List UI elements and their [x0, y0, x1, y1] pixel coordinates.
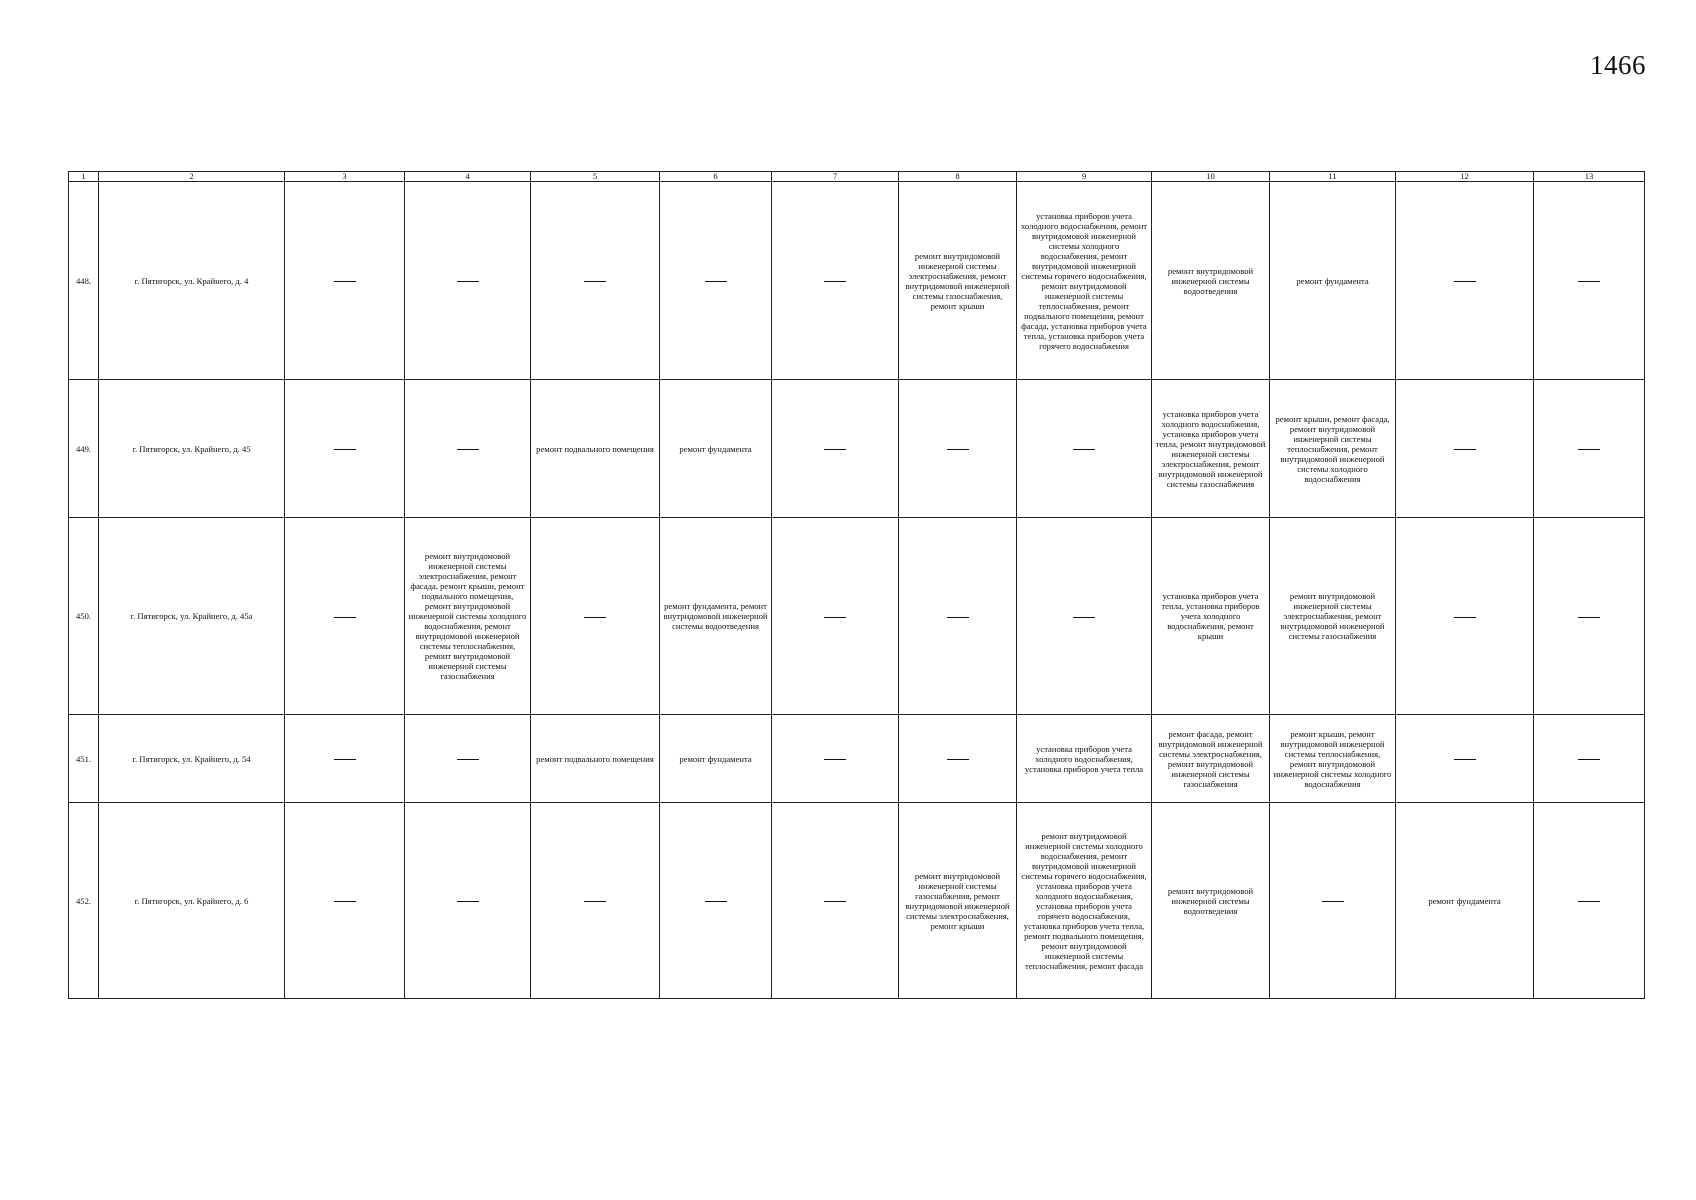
cell: [1396, 715, 1534, 803]
table-row: [69, 182, 1645, 380]
empty-dash: [334, 281, 356, 282]
column-number-12: 12: [1396, 172, 1534, 182]
cell: установка приборов учета холодного водоснабжения, установка приборов учета тепла, ремонт внутридомовой инженерной системы электроснабжения, ремонт внутридомовой инженерной системы газоснабжения: [1152, 380, 1270, 518]
cell: ремонт крыши, ремонт внутридомовой инженерной системы теплоснабжения, ремонт внутридомовой инженерной системы холодного водоснабжения: [1270, 715, 1396, 803]
cell: [1017, 380, 1152, 518]
cell: ремонт внутридомовой инженерной системы электроснабжения, ремонт внутридомовой инженерной системы газоснабжения: [1270, 518, 1396, 715]
column-number-6: 6: [660, 172, 772, 182]
cell: ремонт крыши, ремонт фасада, ремонт внутридомовой инженерной системы теплоснабжения, ремонт внутридомовой инженерной системы холодного водоснабжения: [1270, 380, 1396, 518]
cell: [531, 182, 660, 380]
empty-dash: [1578, 759, 1600, 760]
cell: ремонт внутридомовой инженерной системы водоотведения: [1152, 803, 1270, 999]
empty-dash: [1578, 617, 1600, 618]
column-number-13: 13: [1534, 172, 1645, 182]
cell: ремонт внутридомовой инженерной системы электроснабжения, ремонт внутридомовой инженерной системы газоснабжения, ремонт крыши: [899, 182, 1017, 380]
cell: [772, 715, 899, 803]
empty-dash: [1454, 759, 1476, 760]
column-number-8: 8: [899, 172, 1017, 182]
empty-dash: [334, 759, 356, 760]
empty-dash: [584, 617, 606, 618]
cell: [1534, 715, 1645, 803]
cell: ремонт внутридомовой инженерной системы водоотведения: [1152, 182, 1270, 380]
empty-dash: [1322, 901, 1344, 902]
cell: [1396, 182, 1534, 380]
row-number: 450.: [69, 518, 99, 715]
address-cell: г. Пятигорск, ул. Крайнего, д. 6: [99, 803, 285, 999]
empty-dash: [457, 449, 479, 450]
empty-dash: [947, 617, 969, 618]
cell: [1534, 518, 1645, 715]
empty-dash: [705, 281, 727, 282]
column-number-row: [69, 172, 1645, 182]
cell: [899, 380, 1017, 518]
empty-dash: [334, 617, 356, 618]
cell: ремонт фундамента: [660, 715, 772, 803]
empty-dash: [824, 617, 846, 618]
row-number: 451.: [69, 715, 99, 803]
empty-dash: [1073, 449, 1095, 450]
cell: [531, 803, 660, 999]
cell: [899, 518, 1017, 715]
cell: [772, 182, 899, 380]
table-row: [69, 380, 1645, 518]
cell: [1534, 803, 1645, 999]
cell: [405, 182, 531, 380]
cell: ремонт подвального помещения: [531, 715, 660, 803]
repair-schedule-table: [68, 171, 1645, 999]
column-number-9: 9: [1017, 172, 1152, 182]
empty-dash: [705, 901, 727, 902]
cell: ремонт внутридомовой инженерной системы электроснабжения, ремонт фасада, ремонт крыши, ремонт подвального помещения, ремонт внутридомовой инженерной системы холодного водоснабжения, ремонт внутридомовой инженерной системы теплоснабжения, ремонт внутридомовой инженерной системы газоснабжения: [405, 518, 531, 715]
column-number-11: 11: [1270, 172, 1396, 182]
address-cell: г. Пятигорск, ул. Крайнего, д. 45а: [99, 518, 285, 715]
column-number-3: 3: [285, 172, 405, 182]
row-number: 452.: [69, 803, 99, 999]
cell: [899, 715, 1017, 803]
empty-dash: [947, 449, 969, 450]
empty-dash: [824, 901, 846, 902]
cell: [1270, 803, 1396, 999]
empty-dash: [1578, 281, 1600, 282]
empty-dash: [457, 759, 479, 760]
cell: [1396, 518, 1534, 715]
address-cell: г. Пятигорск, ул. Крайнего, д. 45: [99, 380, 285, 518]
table-row: [69, 518, 1645, 715]
empty-dash: [584, 901, 606, 902]
empty-dash: [1578, 901, 1600, 902]
empty-dash: [824, 759, 846, 760]
row-number: 449.: [69, 380, 99, 518]
empty-dash: [1454, 617, 1476, 618]
empty-dash: [334, 901, 356, 902]
address-cell: г. Пятигорск, ул. Крайнего, д. 54: [99, 715, 285, 803]
cell: [285, 518, 405, 715]
column-number-2: 2: [99, 172, 285, 182]
cell: [405, 715, 531, 803]
cell: [772, 518, 899, 715]
empty-dash: [457, 281, 479, 282]
empty-dash: [1073, 617, 1095, 618]
empty-dash: [1454, 281, 1476, 282]
cell: ремонт фундамента, ремонт внутридомовой инженерной системы водоотведения: [660, 518, 772, 715]
column-number-4: 4: [405, 172, 531, 182]
cell: установка приборов учета холодного водоснабжения, ремонт внутридомовой инженерной системы холодного водоснабжения, ремонт внутридомовой инженерной системы горячего водоснабжения, ремонт внутридомовой инженерной системы теплоснабжения, ремонт подвального помещения, ремонт фасада, установка приборов учета тепла, установка приборов учета горячего водоснабжения: [1017, 182, 1152, 380]
cell: [531, 518, 660, 715]
cell: [772, 803, 899, 999]
cell: установка приборов учета холодного водоснабжения, установка приборов учета тепла: [1017, 715, 1152, 803]
cell: [285, 803, 405, 999]
cell: установка приборов учета тепла, установка приборов учета холодного водоснабжения, ремонт крыши: [1152, 518, 1270, 715]
page-number: 1466: [1590, 50, 1646, 80]
empty-dash: [334, 449, 356, 450]
column-number-1: 1: [69, 172, 99, 182]
column-number-10: 10: [1152, 172, 1270, 182]
cell: [285, 715, 405, 803]
table-row: [69, 803, 1645, 999]
cell: ремонт фасада, ремонт внутридомовой инженерной системы электроснабжения, ремонт внутридомовой инженерной системы газоснабжения: [1152, 715, 1270, 803]
cell: [285, 380, 405, 518]
cell: ремонт подвального помещения: [531, 380, 660, 518]
cell: [405, 380, 531, 518]
column-number-5: 5: [531, 172, 660, 182]
cell: [1396, 380, 1534, 518]
row-number: 448.: [69, 182, 99, 380]
empty-dash: [824, 281, 846, 282]
address-cell: г. Пятигорск, ул. Крайнего, д. 4: [99, 182, 285, 380]
column-number-7: 7: [772, 172, 899, 182]
cell: [405, 803, 531, 999]
cell: [285, 182, 405, 380]
cell: [772, 380, 899, 518]
cell: ремонт фундамента: [1396, 803, 1534, 999]
cell: [1534, 182, 1645, 380]
cell: ремонт внутридомовой инженерной системы газоснабжения, ремонт внутридомовой инженерной системы электроснабжения, ремонт крыши: [899, 803, 1017, 999]
empty-dash: [1578, 449, 1600, 450]
cell: [1534, 380, 1645, 518]
cell: [660, 182, 772, 380]
empty-dash: [824, 449, 846, 450]
table-row: [69, 715, 1645, 803]
cell: [1017, 518, 1152, 715]
empty-dash: [1454, 449, 1476, 450]
cell: ремонт фундамента: [660, 380, 772, 518]
empty-dash: [947, 759, 969, 760]
cell: ремонт внутридомовой инженерной системы холодного водоснабжения, ремонт внутридомовой инженерной системы горячего водоснабжения, установка приборов учета холодного водоснабжения, установка приборов учета горячего водоснабжения, установка приборов учета тепла, ремонт подвального помещения, ремонт внутридомовой инженерной системы теплоснабжения, ремонт фасада: [1017, 803, 1152, 999]
cell: ремонт фундамента: [1270, 182, 1396, 380]
cell: [660, 803, 772, 999]
empty-dash: [584, 281, 606, 282]
empty-dash: [457, 901, 479, 902]
